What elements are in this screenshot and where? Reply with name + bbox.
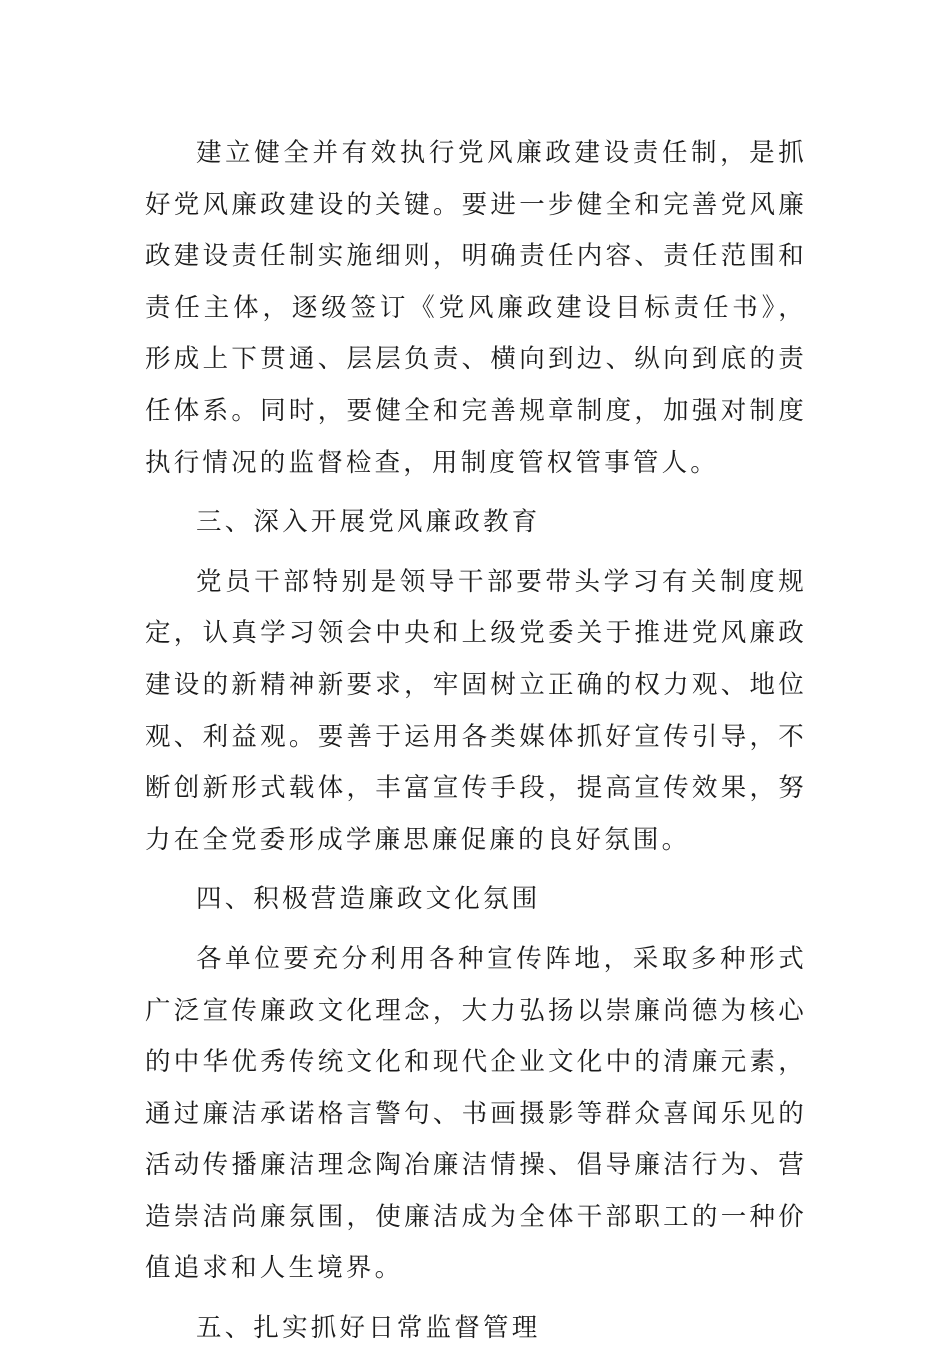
section-heading-4: 四、积极营造廉政文化氛围 [196,884,541,915]
section-heading-3: 三、深入开展党风廉政教育 [196,507,541,538]
paragraph-culture: 各单位要充分利用各种宣传阵地，采取多种形式广泛宣传廉政文化理念，大力弘扬以崇廉尚德为核心的中华优秀传统文化和现代企业文化中的清廉元素，通过廉洁承诺格言警句、书画摄影等群众喜闻乐见的活动传播廉洁理念陶冶廉洁情操、倡导廉洁行为、营造崇洁尚廉氛围，使廉洁成为全体干部职工的一种价值追求和人生境界。 [145,943,807,1284]
paragraph-education: 党员干部特别是领导干部要带头学习有关制度规定，认真学习领会中央和上级党委关于推进党风廉政建设的新精神新要求，牢固树立正确的权力观、地位观、利益观。要善于运用各类媒体抓好宣传引导，不断创新形式载体，丰富宣传手段，提高宣传效果，努力在全党委形成学廉思廉促廉的良好氛围。 [145,566,807,855]
section-heading-5: 五、扎实抓好日常监督管理 [196,1313,541,1344]
paragraph-responsibility-system: 建立健全并有效执行党风廉政建设责任制，是抓好党风廉政建设的关键。要进一步健全和完善党风廉政建设责任制实施细则，明确责任内容、责任范围和责任主体，逐级签订《党风廉政建设目标责任书》，形成上下贯通、层层负责、横向到边、纵向到底的责任体系。同时，要健全和完善规章制度，加强对制度执行情况的监督检查，用制度管权管事管人。 [145,138,807,478]
document-page [145,128,807,1363]
